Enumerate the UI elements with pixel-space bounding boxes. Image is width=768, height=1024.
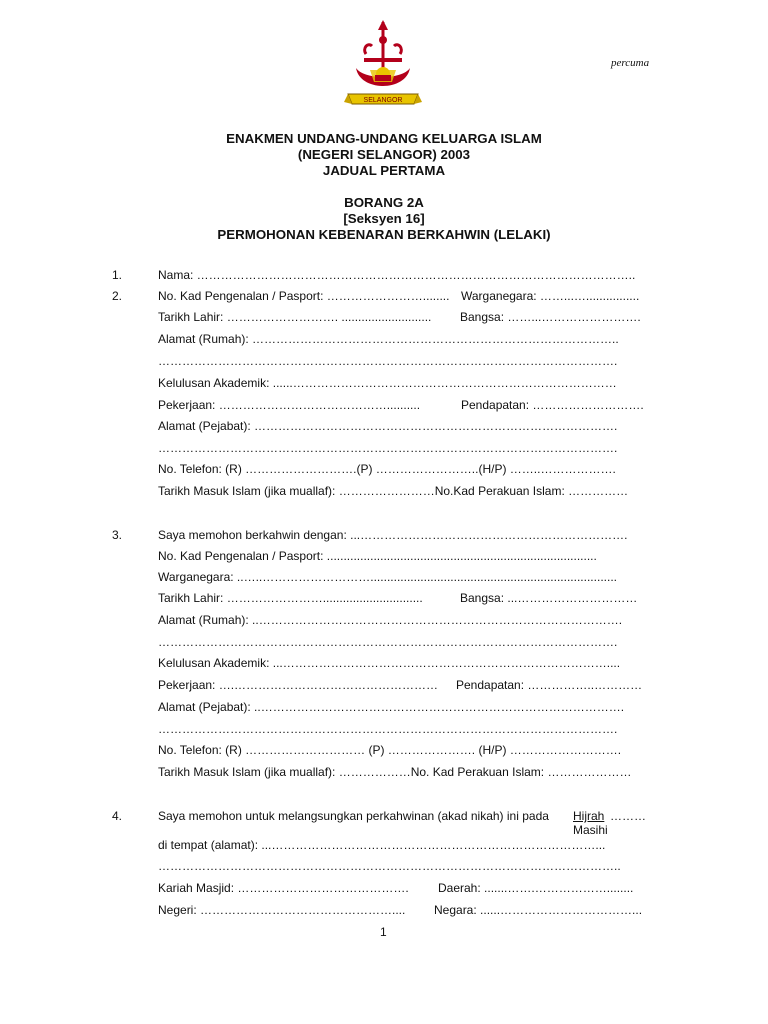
field-pasangan-warganegara[interactable]: Warganegara: ..…..……………………….......................................................................... (158, 570, 617, 584)
field-pasangan-pendapatan[interactable]: Pendapatan: ……………..………… (456, 678, 643, 692)
crest-icon (342, 20, 424, 112)
field-alamat-pejabat-cont[interactable]: ……………………………………………………………………………………………………. (158, 441, 618, 455)
form-subject: PERMOHONAN KEBENARAN BERKAHWIN (LELAKI) (217, 227, 551, 242)
field-no-telefon[interactable]: No. Telefon: (R) ……………………….(P) ……………………..(H/P) ……..………………. (158, 462, 616, 476)
akad-nikah-statement: Saya memohon untuk melangsungkan perkahwinan (akad nikah) ini pada (158, 809, 549, 823)
field-pasangan-alamat-rumah-cont[interactable]: ……………………………………………………………………………………………………. (158, 635, 618, 649)
crest-ribbon-text: SELANGOR (363, 97, 403, 104)
field-pekerjaan[interactable]: Pekerjaan: …………………………………….......... (158, 398, 421, 412)
field-pasangan-no-telefon[interactable]: No. Telefon: (R) ………………………… (P) …………………. (H/P) ………………………. (158, 743, 622, 757)
corner-note: percuma (611, 57, 650, 69)
field-pasangan-alamat-pejabat-cont[interactable]: ……………………………………………………………………………………………………. (158, 722, 618, 736)
heading-line-3: JADUAL PERTAMA (322, 163, 446, 178)
field-alamat-rumah[interactable]: Alamat (Rumah): ……………………………………………………………………………….. (158, 332, 619, 346)
field-pasangan-alamat-rumah[interactable]: Alamat (Rumah): ..………………………………………………………………………………. (158, 613, 623, 627)
section-number-4: 4. (112, 809, 123, 823)
heading-line-2: (NEGERI SELANGOR) 2003 (297, 147, 471, 162)
field-warganegara[interactable]: Warganegara: ……...…................ (461, 289, 640, 303)
field-pasangan-pekerjaan[interactable]: Pekerjaan: ….…………………………………………… (158, 678, 439, 692)
field-kariah-masjid[interactable]: Kariah Masjid: ……………………………………. (158, 881, 409, 895)
selangor-crest-logo (342, 20, 424, 112)
field-pasangan-kad-pengenalan[interactable]: No. Kad Pengenalan / Pasport: ................................................................................. (158, 549, 597, 563)
option-masihi[interactable]: Masihi (573, 823, 608, 837)
field-alamat-rumah-cont[interactable]: ……………………………………………………………………………………………………. (158, 354, 618, 368)
field-pasangan-tarikh-masuk-islam[interactable]: Tarikh Masuk Islam (jika muallaf): ………………No. Kad Perakuan Islam: ………………… (158, 765, 632, 779)
field-tempat-alamat-cont[interactable]: …………………………………………………………………………………………………….. (158, 859, 621, 873)
field-tarikh-masuk-islam[interactable]: Tarikh Masuk Islam (jika muallaf): ……………………No.Kad Perakuan Islam: …………… (158, 484, 629, 498)
field-tarikh-lahir[interactable]: Tarikh Lahir: ………………………. ........................... (158, 310, 432, 324)
field-kelulusan-akademik[interactable]: Kelulusan Akademik: ......……………………………………………………………………… (158, 376, 617, 390)
page-number: 1 (380, 925, 387, 939)
field-tempat-alamat[interactable]: di tempat (alamat): ...………………………………………………………………………... (158, 838, 606, 852)
field-negara[interactable]: Negara: ......……………………………... (434, 903, 643, 917)
field-pasangan-alamat-pejabat[interactable]: Alamat (Pejabat): ..………………………………………………………………………………. (158, 700, 625, 714)
field-bangsa[interactable]: Bangsa: ……...……………………. (460, 310, 641, 324)
section-number-2: 2. (112, 289, 123, 303)
section-number-3: 3. (112, 528, 123, 542)
section-number-1: 1. (112, 268, 123, 282)
field-alamat-pejabat[interactable]: Alamat (Pejabat): ………………………………………………………………………………. (158, 419, 618, 433)
form-title: BORANG 2A (344, 195, 424, 210)
field-tarikh-akad[interactable]: ……… (610, 809, 646, 823)
field-nama[interactable]: Nama: ……………………………………………………………………………………………….. (158, 268, 636, 282)
heading-line-1: ENAKMEN UNDANG-UNDANG KELUARGA ISLAM (226, 131, 542, 146)
field-pasangan-tarikh-lahir[interactable]: Tarikh Lahir: …………………….............................. (158, 591, 423, 605)
field-kad-pengenalan[interactable]: No. Kad Pengenalan / Pasport: ……………………........ (158, 289, 450, 303)
field-negeri[interactable]: Negeri: ………………………………………….... (158, 903, 406, 917)
form-section-ref: [Seksyen 16] (343, 211, 425, 226)
field-daerah[interactable]: Daerah: .......…….………………........ (438, 881, 634, 895)
field-pasangan-bangsa[interactable]: Bangsa: ...………………………… (460, 591, 638, 605)
field-berkahwin-dengan[interactable]: Saya memohon berkahwin dengan: ...…………………………………………………………. (158, 528, 628, 542)
field-pasangan-kelulusan[interactable]: Kelulusan Akademik: ...……………………………………………………………………….... (158, 656, 621, 670)
option-hijrah[interactable]: Hijrah (573, 809, 605, 823)
field-pendapatan[interactable]: Pendapatan: ………………………. (461, 398, 644, 412)
